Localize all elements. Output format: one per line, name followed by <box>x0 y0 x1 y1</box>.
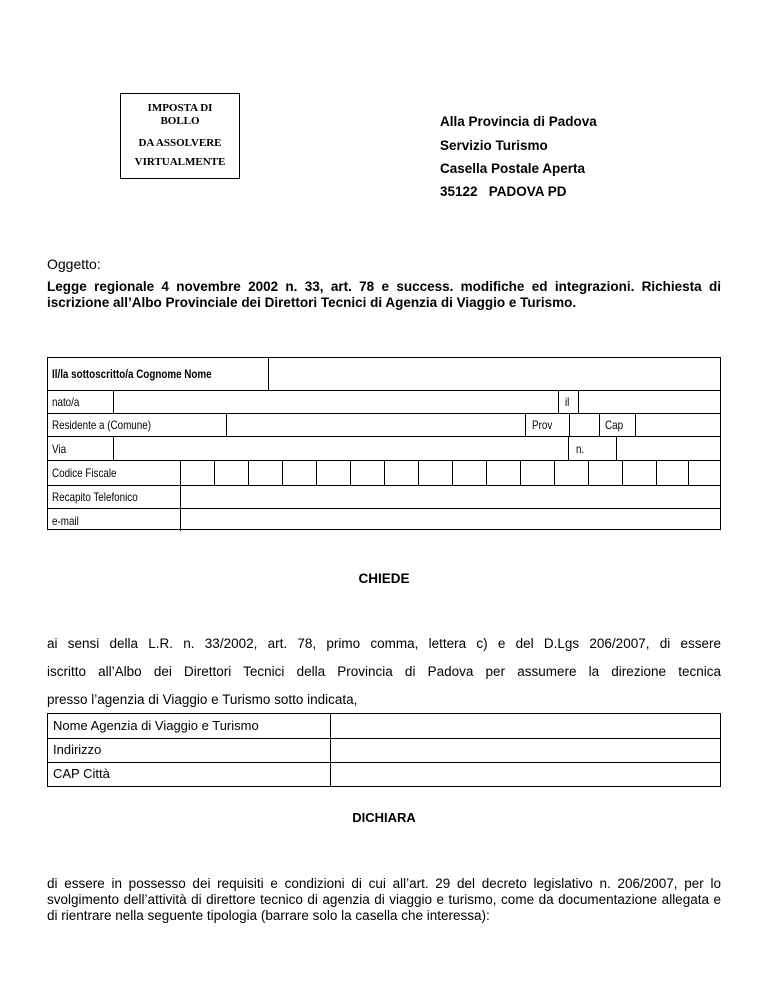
chiede-line-3: presso l’agenzia di Viaggio e Turismo sotto indicata, <box>47 692 358 707</box>
field-codice-fiscale[interactable] <box>181 461 721 485</box>
stamp-text-virtualmente: VIRTUALMENTE <box>134 156 226 168</box>
field-indirizzo-agenzia[interactable] <box>331 739 720 762</box>
chiede-paragraph <box>47 630 721 714</box>
label-recapito-telefonico: Recapito Telefonico <box>52 490 138 504</box>
dichiara-paragraph: di essere in possesso dei requisiti e condizioni di cui all’art. 29 del decreto legislativo n. 206/2007, per lo svolgimento dell’attività di direttore tecnico di agenzia di viaggio e turismo, come da documentazione allegata e di rientrare nella seguente tipologia (barrare solo la casella che interessa): <box>47 876 721 923</box>
heading-chiede: CHIEDE <box>358 571 410 586</box>
field-comune[interactable] <box>227 414 524 436</box>
stamp-text-assolvere: DA ASSOLVERE <box>138 137 222 149</box>
field-cognome-nome[interactable] <box>269 358 721 390</box>
field-data-nascita[interactable] <box>579 391 721 413</box>
label-cap: Cap <box>605 418 624 432</box>
recipient-line-3: Casella Postale Aperta <box>440 161 586 176</box>
field-nome-agenzia[interactable] <box>331 714 720 738</box>
label-via: Via <box>52 442 67 456</box>
oggetto-label: Oggetto: <box>47 256 101 272</box>
label-residente: Residente a (Comune) <box>52 418 152 432</box>
recipient-line-2: Servizio Turismo <box>440 138 548 153</box>
chiede-line-1: ai sensi della L.R. n. 33/2002, art. 78, primo comma, lettera c) e del D.Lgs 206/2007, di essere <box>47 636 721 651</box>
label-nato: nato/a <box>52 395 80 409</box>
stamp-box <box>120 93 240 179</box>
chiede-line-2: iscritto all’Albo dei Direttori Tecnici della Provincia di Padova per assumere la direzione tecnica <box>47 664 721 679</box>
stamp-text-bollo: BOLLO <box>160 115 200 127</box>
oggetto-text: Legge regionale 4 novembre 2002 n. 33, art. 78 e success. modifiche ed integrazioni. Richiesta di iscrizione all’Albo Provinciale dei Direttori Tecnici di Agenzia di Viaggio e Turismo. <box>47 279 721 310</box>
label-prov: Prov <box>532 418 553 432</box>
recipient-line-4: 35122 PADOVA PD <box>440 184 567 199</box>
field-cap-citta-agenzia[interactable] <box>331 763 720 786</box>
heading-dichiara: DICHIARA <box>352 810 416 825</box>
label-indirizzo: Indirizzo <box>53 742 102 757</box>
recipient-line-1: Alla Provincia di Padova <box>440 114 597 129</box>
personal-data-table <box>47 357 721 530</box>
label-codice-fiscale: Codice Fiscale <box>52 466 117 480</box>
label-cap-citta: CAP Città <box>53 766 110 781</box>
label-nome-agenzia: Nome Agenzia di Viaggio e Turismo <box>53 718 259 733</box>
label-il: il <box>565 395 570 409</box>
stamp-text-imposta: IMPOSTA DI <box>147 102 213 114</box>
label-email: e-mail <box>52 514 79 528</box>
field-via[interactable] <box>114 437 567 460</box>
field-cap[interactable] <box>636 414 721 436</box>
field-email[interactable] <box>181 509 721 530</box>
stamp-line-1 <box>121 102 239 128</box>
field-prov[interactable] <box>570 414 598 436</box>
label-numero: n. <box>576 442 585 456</box>
field-recapito-telefonico[interactable] <box>181 486 721 508</box>
agency-table <box>47 713 721 787</box>
field-luogo-nascita[interactable] <box>114 391 557 413</box>
field-numero[interactable] <box>617 437 721 460</box>
label-sottoscritto: Il/la sottoscritto/a Cognome Nome <box>52 367 212 381</box>
